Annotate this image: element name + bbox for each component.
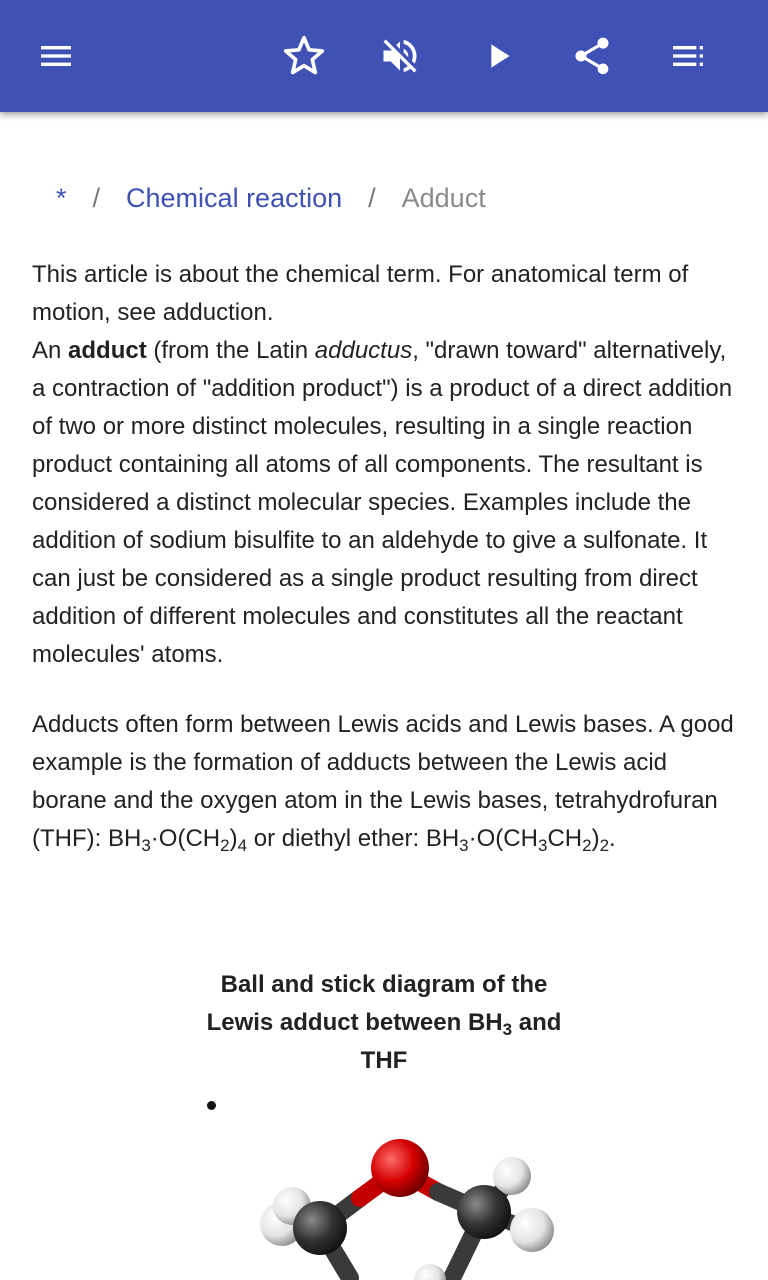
formula-ether-adduct <box>425 825 610 855</box>
formula-part: BH <box>425 825 460 852</box>
formula-thf-adduct <box>107 825 248 855</box>
caption-subscript: 3 <box>502 1020 513 1039</box>
p2-text: Adducts often form between Lewis acids and Lewis bases. A good example is the formation of adducts between the Lewis acid borane and the oxygen atom in the Lewis bases, tetrahydrofuran (THF): <box>32 711 734 852</box>
mute-button[interactable] <box>370 26 430 86</box>
formula-subscript: 3 <box>537 836 548 855</box>
p1-term: adduct <box>68 337 147 364</box>
formula-part: CH <box>547 825 583 852</box>
share-button[interactable] <box>562 26 622 86</box>
breadcrumb-home-link[interactable]: * <box>56 182 67 213</box>
contents-button[interactable] <box>658 26 718 86</box>
formula-subscript: 3 <box>459 836 469 855</box>
volume-off-icon <box>378 34 422 78</box>
formula-subscript: 2 <box>582 836 592 855</box>
app-toolbar <box>0 0 768 112</box>
breadcrumb-separator: / <box>92 182 101 213</box>
caption-part: Ball and stick diagram of the Lewis adduct between BH <box>206 971 548 1036</box>
formula-subscript: 3 <box>141 836 151 855</box>
formula-subscript: 2 <box>599 836 610 855</box>
figure-caption <box>184 966 584 1080</box>
article-body <box>32 256 742 858</box>
hatnote: This article is about the chemical term. For anatomical term of motion, see adduction. <box>32 261 689 326</box>
formula-part: ·O(CH <box>468 825 538 852</box>
play-button[interactable] <box>468 26 528 86</box>
p2-end: . <box>609 825 616 852</box>
table-of-contents-icon <box>668 36 708 76</box>
formula-part: BH <box>107 825 142 852</box>
menu-button[interactable] <box>26 26 86 86</box>
play-icon <box>478 36 518 76</box>
p1-from: (from the Latin <box>153 337 309 364</box>
ball-and-stick-molecule-icon[interactable] <box>240 1128 570 1280</box>
p1-rest: , "drawn toward" alternatively, a contraction of "addition product") is a product of a direct addition of two or more distinct molecules, resulting in a single reaction product containing all atoms of all components. The resultant is considered a distinct molecular species. Examples include the addition of sodium bisulfite to an aldehyde to give a sulfonate. It can just be considered as a single product resulting from direct addition of different molecules and constitutes all the reactant molecules' atoms. <box>32 337 733 668</box>
formula-subscript: 2 <box>220 836 230 855</box>
caption-part: and THF <box>360 1009 562 1074</box>
p1-latin-word: adductus <box>314 337 413 364</box>
formula-part: ) <box>229 825 238 852</box>
p1-an: An <box>32 337 62 364</box>
favorite-button[interactable] <box>274 26 334 86</box>
article-paragraph-2 <box>32 706 742 858</box>
breadcrumb-parent-link[interactable]: Chemical reaction <box>126 182 343 213</box>
formula-subscript: 4 <box>237 836 248 855</box>
breadcrumb <box>56 178 486 218</box>
article-paragraph-1 <box>32 332 742 674</box>
breadcrumb-current: Adduct <box>401 182 486 213</box>
star-outline-icon <box>282 34 326 78</box>
share-icon <box>570 34 614 78</box>
formula-part: ) <box>591 825 600 852</box>
hamburger-menu-icon <box>36 36 76 76</box>
p2-mid: or diethyl ether: <box>247 825 426 852</box>
formula-part: ·O(CH <box>150 825 221 852</box>
list-bullet <box>207 1101 216 1110</box>
breadcrumb-separator: / <box>368 182 376 213</box>
